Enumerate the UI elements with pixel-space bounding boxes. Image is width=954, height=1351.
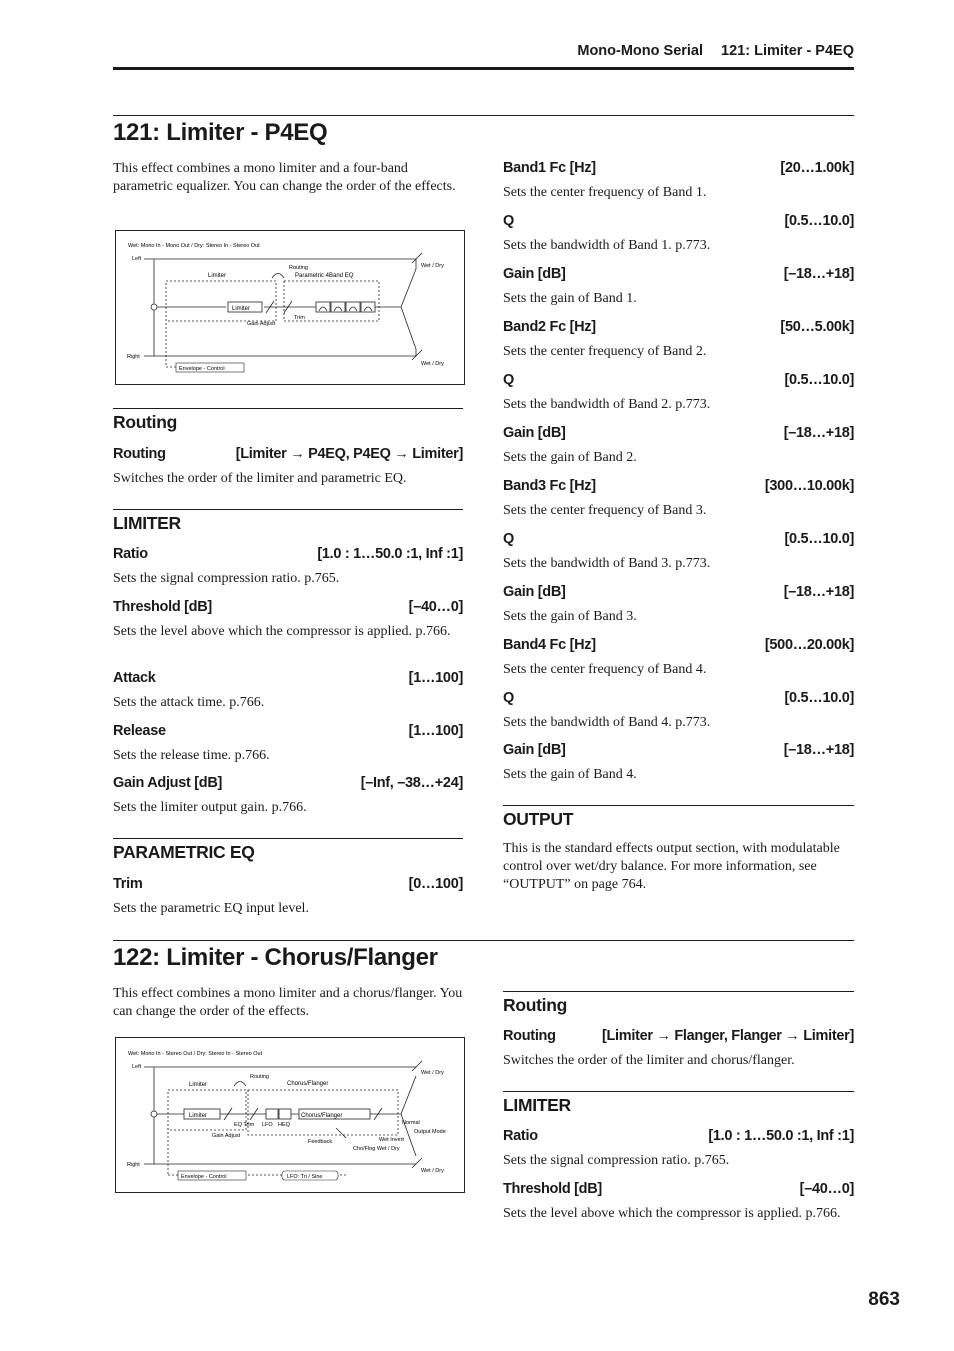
band-param-desc: Sets the bandwidth of Band 3. p.773.	[503, 556, 711, 571]
diagram-121-svg	[116, 231, 464, 384]
band-param-range: [500…20.00k]	[764, 637, 854, 653]
band-param-name: Q	[503, 213, 514, 229]
diagram-eq-trim: EQ Trim	[234, 1122, 255, 1128]
diagram-gain-adjust: Gain Adjust	[247, 321, 276, 327]
band-param-name: Q	[503, 690, 514, 706]
limiter-heading-122: LIMITER	[503, 1095, 571, 1115]
band-param-desc: Sets the center frequency of Band 2.	[503, 344, 707, 359]
param-range: [0…100]	[408, 876, 463, 892]
band-param-name: Band2 Fc [Hz]	[503, 319, 596, 335]
header-rule	[113, 67, 854, 70]
routing-param-name-122: Routing	[503, 1028, 556, 1044]
diagram-heq: HEQ	[278, 1122, 290, 1128]
output-rule	[503, 805, 854, 806]
effect-122-intro: This effect combines a mono limiter and a chorus/flanger. You can change the order of the effects.	[113, 986, 463, 1019]
band-param-desc: Sets the gain of Band 3.	[503, 609, 637, 624]
band-param-desc: Sets the center frequency of Band 3.	[503, 503, 707, 518]
band-param-name: Band1 Fc [Hz]	[503, 160, 596, 176]
diagram-wet-dry-top: Wet / Dry	[421, 1070, 444, 1076]
diagram-left-label: Left	[132, 1064, 142, 1070]
param-range: [1.0 : 1…50.0 :1, Inf :1]	[317, 546, 463, 562]
output-text: This is the standard effects output section, with modulatable control over wet/dry balance. For more information, see “OUTPUT” on page 764.	[503, 841, 840, 892]
band-param-desc: Sets the bandwidth of Band 1. p.773.	[503, 238, 711, 253]
band-param-desc: Sets the bandwidth of Band 2. p.773.	[503, 397, 711, 412]
band-param-desc: Sets the gain of Band 4.	[503, 767, 637, 782]
peq-rule	[113, 838, 463, 839]
band-param-range: [0.5…10.0]	[784, 372, 854, 388]
band-param-range: [–18…+18]	[783, 742, 854, 758]
band-param-name: Band3 Fc [Hz]	[503, 478, 596, 494]
diagram-wet-invert: Wet Invert	[379, 1137, 404, 1143]
diagram-lfo: LFO	[262, 1122, 273, 1128]
routing-param-name: Routing	[113, 446, 166, 462]
diagram-envelope: Envelope - Control	[181, 1174, 227, 1180]
param-name: Attack	[113, 670, 156, 686]
param-name: Threshold [dB]	[113, 599, 212, 615]
routing-heading-122: Routing	[503, 995, 567, 1015]
header-effect: 121: Limiter - P4EQ	[721, 43, 854, 59]
param-range: [1…100]	[408, 723, 463, 739]
param-range: [–40…0]	[799, 1181, 854, 1197]
band-param-range: [–18…+18]	[783, 266, 854, 282]
routing-param-desc: Switches the order of the limiter and parametric EQ.	[113, 471, 407, 486]
routing-param-range-122: [Limiter → Flanger, Flanger → Limiter]	[601, 1028, 854, 1044]
routing-rule	[113, 408, 463, 409]
param-desc: Sets the attack time. p.766.	[113, 695, 265, 710]
effect-122-block-diagram	[115, 1037, 465, 1193]
band-param-range: [300…10.00k]	[764, 478, 854, 494]
param-desc: Sets the parametric EQ input level.	[113, 901, 309, 916]
routing-param-desc-122: Switches the order of the limiter and chorus/flanger.	[503, 1053, 795, 1068]
routing-param-range: [Limiter → P4EQ, P4EQ → Limiter]	[235, 446, 463, 462]
effect-121-intro: This effect combines a mono limiter and a four-band parametric equalizer. You can change the order of the effects.	[113, 161, 456, 194]
param-desc: Sets the signal compression ratio. p.765.	[113, 571, 340, 586]
param-desc: Sets the level above which the compressor is applied. p.766.	[113, 624, 451, 639]
diagram-caption: Wet: Mono In - Mono Out / Dry: Stereo In - Stereo Out	[128, 243, 260, 249]
limiter-rule-122	[503, 1091, 854, 1092]
diagram-wet-dry-bottom: Wet / Dry	[421, 361, 444, 367]
effect-121-title: 121: Limiter - P4EQ	[113, 119, 328, 146]
param-range: [–Inf, –38…+24]	[360, 775, 463, 791]
band-param-name: Gain [dB]	[503, 584, 566, 600]
band-param-range: [50…5.00k]	[780, 319, 854, 335]
band-param-name: Band4 Fc [Hz]	[503, 637, 596, 653]
diagram-trim: Trim	[294, 315, 305, 321]
param-desc: Sets the release time. p.766.	[113, 748, 270, 763]
band-param-range: [–18…+18]	[783, 584, 854, 600]
diagram-normal: Normal	[402, 1120, 420, 1126]
routing-rule-122	[503, 991, 854, 992]
output-heading: OUTPUT	[503, 809, 574, 829]
effect-122-title: 122: Limiter - Chorus/Flanger	[113, 944, 438, 971]
diagram-limiter-label: Limiter	[189, 1082, 208, 1088]
running-header	[113, 43, 854, 59]
band-param-desc: Sets the bandwidth of Band 4. p.773.	[503, 715, 711, 730]
param-name: Ratio	[113, 546, 148, 562]
band-param-name: Gain [dB]	[503, 266, 566, 282]
band-param-name: Q	[503, 531, 514, 547]
param-name: Ratio	[503, 1128, 538, 1144]
band-param-range: [–18…+18]	[783, 425, 854, 441]
page-number: 863	[868, 1289, 900, 1310]
diagram-feedback: Feedback	[308, 1139, 333, 1145]
param-name: Gain Adjust [dB]	[113, 775, 223, 791]
band-param-range: [0.5…10.0]	[784, 213, 854, 229]
diagram-wet-dry-top: Wet / Dry	[421, 263, 444, 269]
band-param-name: Q	[503, 372, 514, 388]
diagram-routing-label: Routing	[289, 265, 308, 271]
band-param-range: [0.5…10.0]	[784, 531, 854, 547]
band-param-range: [0.5…10.0]	[784, 690, 854, 706]
param-name: Threshold [dB]	[503, 1181, 602, 1197]
diagram-cho-wet-dry: Cho/Flng Wet / Dry	[353, 1146, 400, 1152]
effect-121-block-diagram	[115, 230, 465, 385]
diagram-envelope: Envelope - Control	[179, 366, 225, 372]
diagram-lfo-wave: LFO: Tri / Sine	[287, 1174, 323, 1180]
diagram-gain-adjust: Gain Adjust	[212, 1133, 241, 1139]
param-name: Trim	[113, 876, 143, 892]
diagram-output-mode: Output Mode	[414, 1129, 446, 1135]
band-param-name: Gain [dB]	[503, 425, 566, 441]
header-section: Mono-Mono Serial	[577, 43, 704, 59]
band-param-desc: Sets the center frequency of Band 1.	[503, 185, 707, 200]
diagram-cf-box: Chorus/Flanger	[301, 1113, 343, 1119]
diagram-routing-label: Routing	[250, 1074, 269, 1080]
param-desc: Sets the limiter output gain. p.766.	[113, 800, 307, 815]
diagram-peq-label: Parametric 4Band EQ	[295, 273, 354, 279]
band-param-desc: Sets the center frequency of Band 4.	[503, 662, 707, 677]
band-param-name: Gain [dB]	[503, 742, 566, 758]
param-name: Release	[113, 723, 166, 739]
diagram-cf-label: Chorus/Flanger	[287, 1081, 329, 1087]
routing-heading: Routing	[113, 412, 177, 432]
param-desc: Sets the level above which the compressor is applied. p.766.	[503, 1206, 841, 1221]
param-range: [1.0 : 1…50.0 :1, Inf :1]	[708, 1128, 854, 1144]
diagram-right-label: Right	[127, 1162, 140, 1168]
limiter-rule	[113, 509, 463, 510]
title-rule-121	[113, 115, 854, 116]
diagram-caption: Wet: Mono In - Stereo Out / Dry: Stereo In - Stereo Out	[128, 1051, 263, 1057]
peq-heading: PARAMETRIC EQ	[113, 842, 255, 862]
band-param-desc: Sets the gain of Band 1.	[503, 291, 637, 306]
diagram-122-svg	[116, 1038, 464, 1192]
param-desc: Sets the signal compression ratio. p.765.	[503, 1153, 730, 1168]
diagram-limiter-box: Limiter	[232, 306, 251, 312]
diagram-left-label: Left	[132, 256, 142, 262]
band-param-range: [20…1.00k]	[780, 160, 854, 176]
title-rule-122	[113, 940, 854, 941]
diagram-limiter-box: Limiter	[189, 1113, 208, 1119]
limiter-heading: LIMITER	[113, 513, 181, 533]
diagram-wet-dry-bottom: Wet / Dry	[421, 1168, 444, 1174]
param-range: [1…100]	[408, 670, 463, 686]
diagram-right-label: Right	[127, 354, 140, 360]
diagram-limiter-label: Limiter	[208, 273, 227, 279]
band-param-desc: Sets the gain of Band 2.	[503, 450, 637, 465]
param-range: [–40…0]	[408, 599, 463, 615]
